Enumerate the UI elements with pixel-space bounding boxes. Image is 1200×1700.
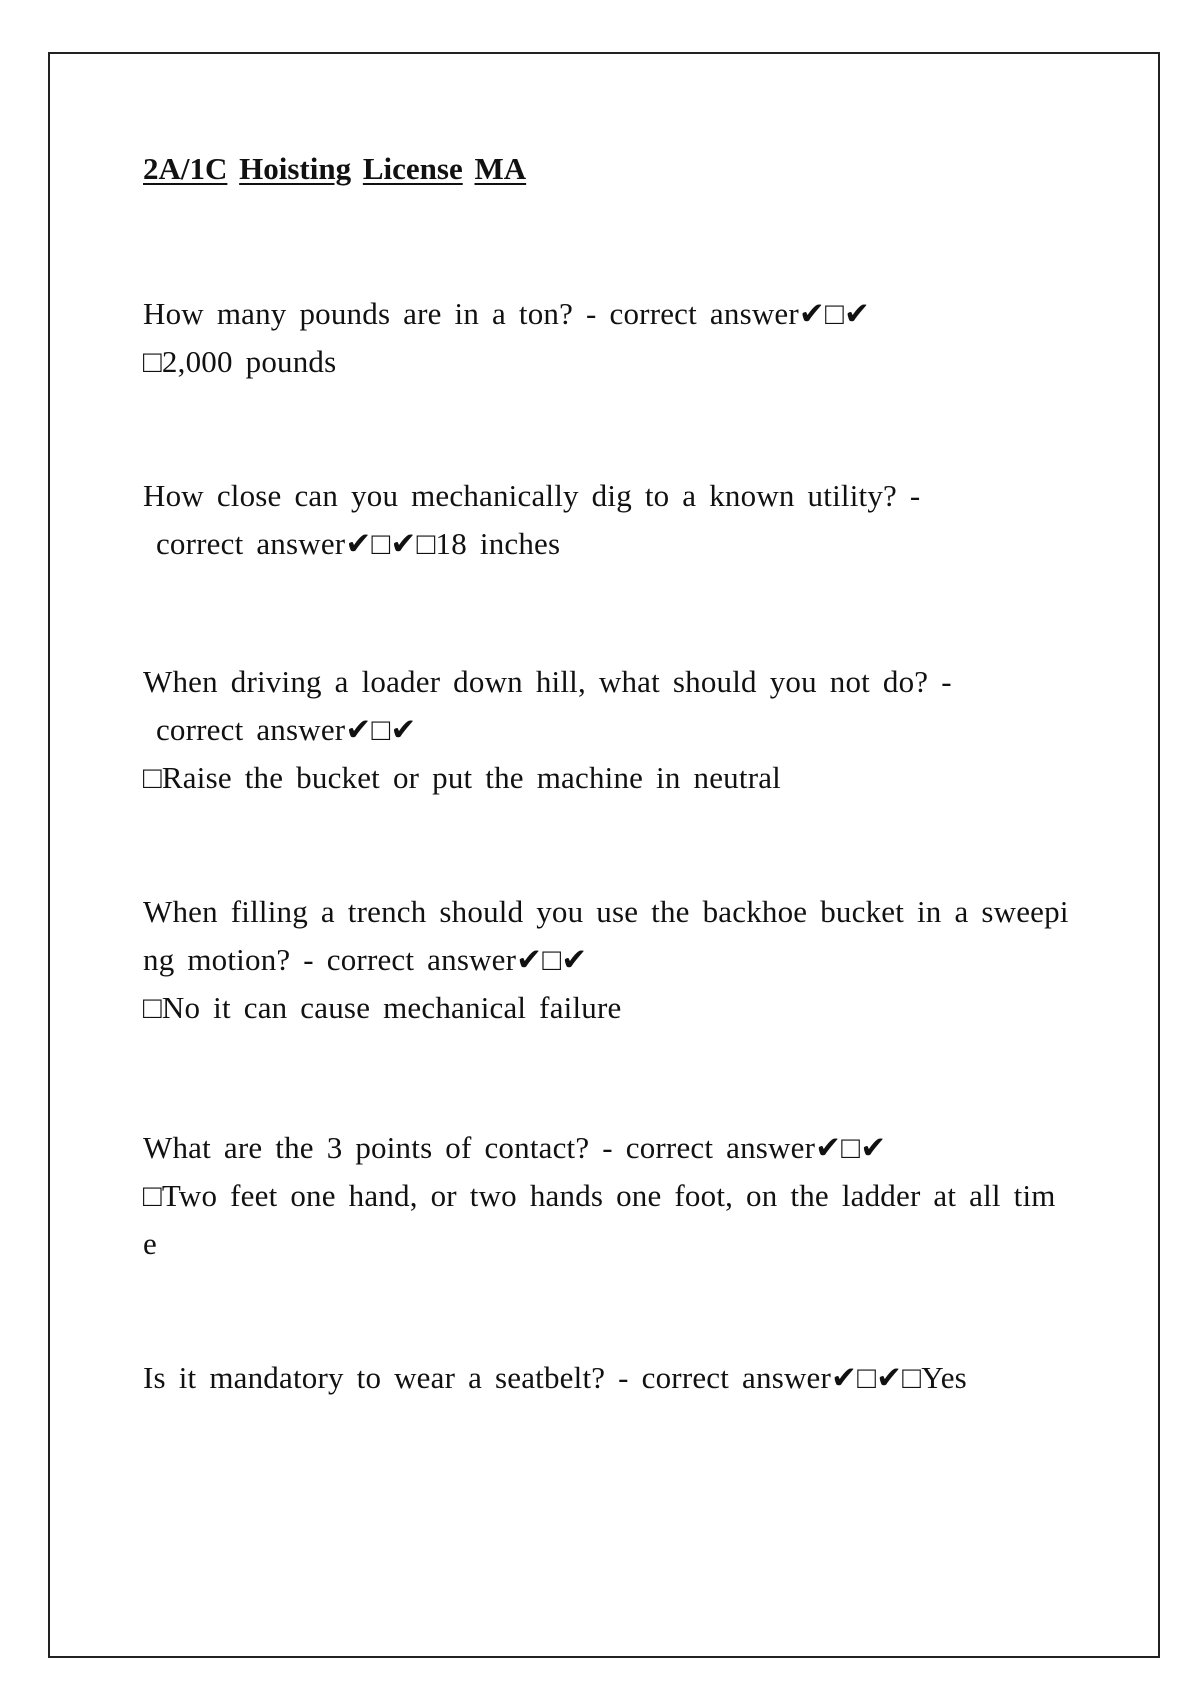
qa-line: How many pounds are in a ton? - correct answer✔□✔	[143, 296, 871, 331]
qa-line: What are the 3 points of contact? - correct answer✔□✔	[143, 1130, 887, 1165]
qa-item-5	[143, 1124, 1056, 1268]
qa-line: correct answer✔□✔□18 inches	[143, 526, 561, 561]
qa-item-3	[143, 658, 952, 802]
title-word: 2A/1C	[143, 151, 228, 186]
qa-item-6	[143, 1354, 967, 1402]
document-content	[143, 150, 1073, 1395]
qa-item-1	[143, 290, 870, 386]
qa-line: □2,000 pounds	[143, 344, 337, 379]
qa-line: When driving a loader down hill, what should you not do? -	[143, 664, 952, 699]
qa-item-4	[143, 888, 1069, 1032]
qa-line: □Raise the bucket or put the machine in neutral	[143, 760, 781, 795]
title-word: Hoisting	[239, 151, 352, 186]
qa-line: e	[143, 1226, 157, 1261]
qa-line: □No it can cause mechanical failure	[143, 990, 622, 1025]
title-word: License	[362, 151, 463, 186]
title-word: MA	[474, 151, 527, 186]
qa-item-2	[143, 472, 920, 568]
document-title	[143, 150, 1073, 187]
qa-line: When filling a trench should you use the backhoe bucket in a sweepi	[143, 894, 1069, 929]
qa-line: ng motion? - correct answer✔□✔	[143, 942, 588, 977]
qa-line: How close can you mechanically dig to a known utility? -	[143, 478, 921, 513]
qa-line: Is it mandatory to wear a seatbelt? - correct answer✔□✔□Yes	[143, 1360, 967, 1395]
qa-line: □Two feet one hand, or two hands one foot, on the ladder at all tim	[143, 1178, 1056, 1213]
qa-line: correct answer✔□✔	[143, 712, 417, 747]
